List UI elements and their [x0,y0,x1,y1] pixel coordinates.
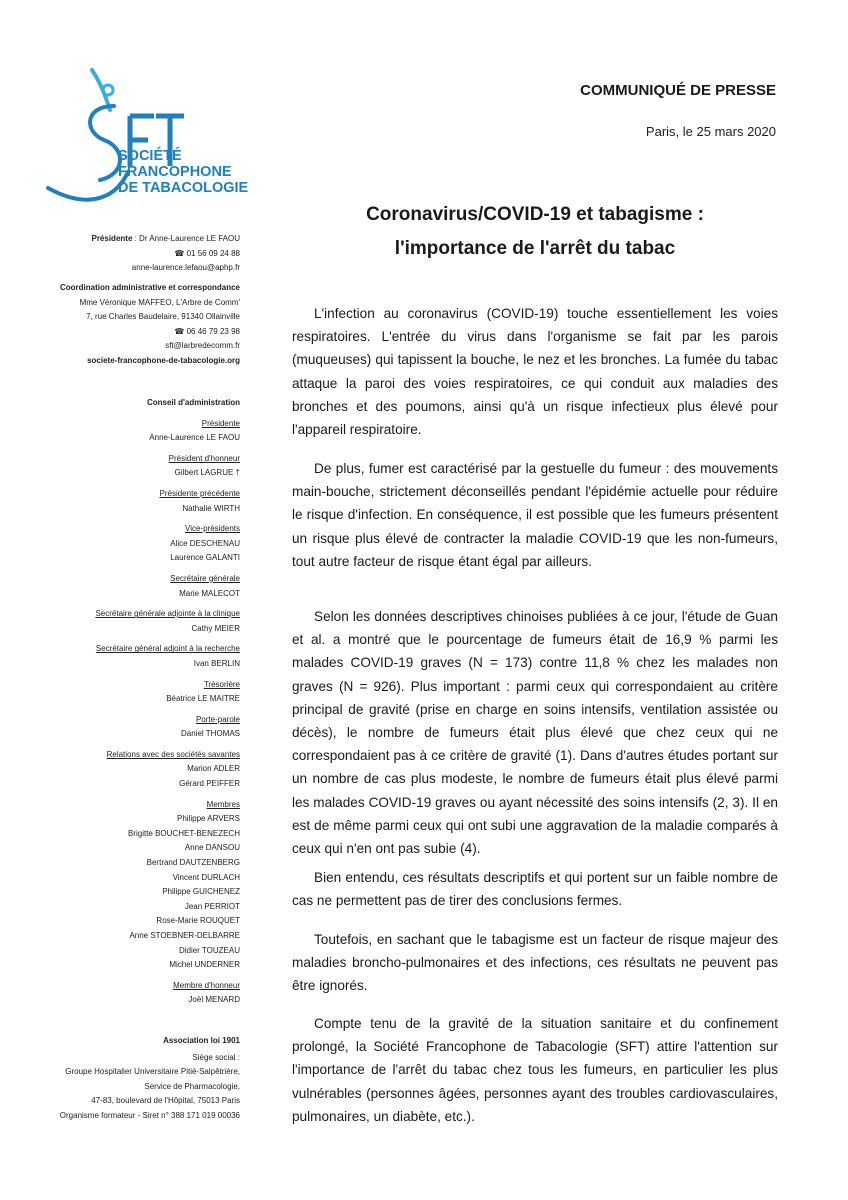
board-member-name: Ivan BERLIN [193,658,240,668]
association-line: Groupe Hospitalier Universitaire Pitié-Salpêtrière, [65,1067,240,1077]
coordination-line[interactable]: sft@larbredecomm.fr [165,341,240,351]
board-member-name: Anne STOEBNER-DELBARRE [129,931,240,940]
board-role-group [0,452,240,481]
association-line: Service de Pharmacologie, [144,1081,240,1091]
board-label: Conseil d'administration [146,398,240,407]
board-role: Trésorière [203,679,240,689]
body-paragraph: Toutefois, en sachant que le tabagisme est un facteur de risque majeur des maladies broncho-pulmonaires et des infections, ces résultats ne peuvent pas être ignorés. [292,932,778,994]
board-role-group [0,522,240,566]
board-role-group [0,678,240,707]
board-member-name: Philippe GUICHENEZ [162,887,240,897]
coordination-label: Coordination administrative et correspondance [59,283,240,292]
logo-line: DE TABACOLOGIE [118,180,249,196]
board-role-group [0,798,240,973]
coordination-line: ☎ 06 46 79 23 98 [174,326,240,336]
body-paragraph: L'infection au coronavirus (COVID-19) touche essentiellement les voies respiratoires. L'entrée du virus dans l'organisme se fait par les parois (muqueuses) qui tapissent la bouche, le nez et les bronches. La fumée du tabac attaque la paroi des voies respiratoires, ce qui conduit aux maladies des bronches et des poumons, ainsi qu'à un risque infectieux plus élevé pour l'appareil respiratoire. [292,306,778,438]
president-name: : Dr Anne-Laurence LE FAOU [132,234,240,243]
board-role-group [0,642,240,671]
board-member-name: Michel UNDERNER [169,960,240,970]
body-paragraph: Bien entendu, ces résultats descriptifs et qui portent sur un faible nombre de cas ne permettent pas de tirer des conclusions fermes. [292,870,778,909]
board-member-name: Marion ADLER [187,764,240,774]
association-line: Siège social : [192,1052,240,1062]
board-role: Porte-parole [195,714,240,724]
board-member-name: Anne-Laurence LE FAOU [149,433,240,443]
board-role: Secrétaire général adjoint à la recherche [95,644,240,654]
board-role: Président d'honneur [168,453,240,463]
board-member-name: Béatrice LE MAITRE [166,694,240,704]
association-info [0,1034,240,1124]
association-line: 47-83, boulevard de l'Hôpital, 75013 Paris [91,1096,240,1106]
website-link[interactable]: societe-francophone-de-tabacologie.org [87,355,240,365]
board-role-group [0,979,240,1008]
press-release-date: Paris, le 25 mars 2020 [645,124,776,139]
board-role-group [0,748,240,792]
press-release-heading: COMMUNIQUÉ DE PRESSE [580,82,776,99]
board-role: Relations avec des sociétés savantes [106,749,240,759]
board-role: Secrétaire générale [170,573,240,583]
board-member-name: Gérard PEIFFER [179,779,240,789]
body-paragraph: Compte tenu de la gravité de la situation sanitaire et du confinement prolongé, la Société Francophone de Tabacologie (SFT) attire l'attention sur l'importance de l'arrêt du tabac chez tous les fumeurs, en particulier les plus vulnérables (personnes âgées, personnes ayant des troubles cardiovasculaires, pulmonaires, un diabète, etc.). [292,1016,778,1124]
board-member-name: Daniel THOMAS [181,729,240,739]
board-member-name: Rose-Marie ROUQUET [156,916,240,926]
board-member-name: Cathy MEIER [191,623,240,633]
board-section [0,396,240,1014]
board-role-group [0,713,240,742]
document-title-line-1: Coronavirus/COVID-19 et tabagisme : [366,204,704,225]
board-member-name: Joël MENARD [188,995,240,1005]
president-contact [0,232,240,276]
document-title-line-2: l'importance de l'arrêt du tabac [394,238,676,259]
association-label: Association loi 1901 [163,1036,240,1045]
board-role: Présidente [201,418,240,428]
president-email[interactable]: anne-laurence.lefaou@aphp.fr [131,263,240,273]
board-member-name: Laurence GALANTI [170,553,240,563]
president-label: Présidente [91,234,133,243]
board-member-name: Jean PERRIOT [184,901,240,911]
board-member-name: Alice DESCHENAU [170,538,240,548]
board-member-name: Didier TOUZEAU [178,945,240,955]
board-role-group [0,572,240,601]
board-role: Membre d'honneur [173,980,240,990]
board-member-name: Bertrand DAUTZENBERG [146,858,240,868]
board-member-name: Anne DANSOU [184,843,240,853]
board-member-name: Brigitte BOUCHET-BENEZECH [127,828,240,838]
body-paragraph: Selon les données descriptives chinoises publiées à ce jour, l'étude de Guan et al. a montré que le pourcentage de fumeurs était de 16,9 % parmi les malades COVID-19 graves (N = 173) contre 11,8 % chez les malades non graves (N = 926). Plus important : parmi ceux qui correspondaient au critère principal de gravité (prise en charge en soins intensifs, ventilation assistée ou décès), le nombre de fumeurs était plus élevé que chez ceux qui ne correspondaient pas à ce critère de gravité (1). Dans d'autres études portant sur un nombre de cas plus modeste, le nombre de fumeurs était plus élevé parmi les malades COVID-19 graves ou ayant nécessité des soins intensifs (2, 3). Il en est de même parmi ceux qui ont subi une aggravation de la maladie comparés à ceux qui n'en ont pas subie (4). [292,609,778,857]
coordination-contact [0,281,240,369]
board-member-name: Nathalie WIRTH [182,503,240,513]
board-role-group [0,487,240,516]
board-role-group [0,417,240,446]
president-phone: ☎ 01 56 09 24 88 [174,248,240,258]
board-member-name: Vincent DURLACH [172,872,240,882]
board-member-name: Marie MALECOT [179,588,240,598]
logo-wordmark [118,148,258,196]
board-role-group [0,607,240,636]
board-list [0,417,240,1008]
board-role: Présidente précédente [159,488,240,498]
logo-line: SOCIÉTÉ [118,148,182,164]
board-member-name: Gilbert LAGRUE † [174,468,240,478]
coordination-line: Mme Véronique MAFFEO, L'Arbre de Comm' [79,297,240,307]
board-member-name: Philippe ARVERS [177,814,240,824]
coordination-line: 7, rue Charles Baudelaire, 91340 Ollainville [86,312,240,322]
logo-line: FRANCOPHONE [118,164,232,180]
board-role: Membres [206,799,240,809]
board-role: Vice-présidents [185,524,240,534]
body-paragraph: De plus, fumer est caractérisé par la gestuelle du fumeur : des mouvements main-bouche, strictement déconseillés pendant l'épidémie actuelle pour réduire le risque d'infection. En conséquence, il est possible que les fumeurs présentent un risque plus élevé de contracter la maladie COVID-19 que les non-fumeurs, tout autre facteur de risque étant égal par ailleurs. [292,461,778,569]
board-role: Secrétaire générale adjointe à la clinique [95,609,240,619]
association-line: Organisme formateur - Siret n° 388 171 019 00036 [59,1110,240,1120]
